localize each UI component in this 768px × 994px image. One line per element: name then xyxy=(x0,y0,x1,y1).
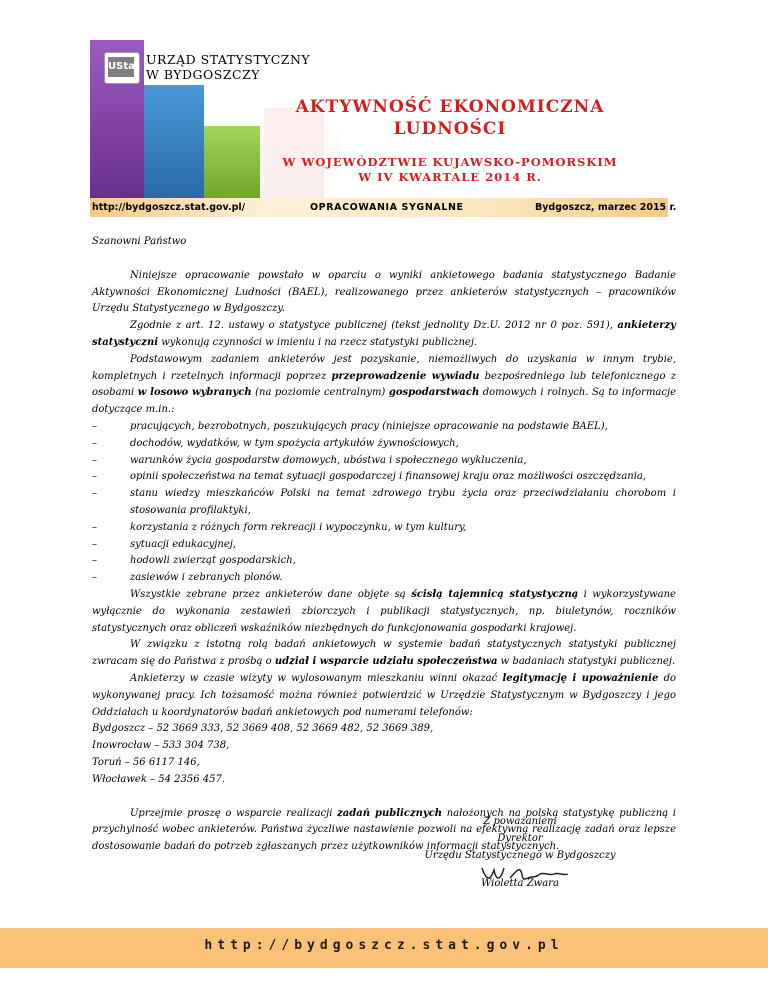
footer-url-link[interactable]: http://bydgoszcz.stat.gov.pl xyxy=(204,938,564,953)
publication-title xyxy=(250,96,650,140)
salutation: Szanowni Państwo xyxy=(92,236,187,247)
phone-inowroclaw: Inowrocław – 533 304 738, xyxy=(92,740,230,752)
publication-date: Bydgoszcz, marzec 2015 r. xyxy=(535,202,677,213)
signature-block xyxy=(400,813,640,864)
subtitle-line-1: W WOJEWÓDZTWIE KUJAWSKO-POMORSKIM xyxy=(282,155,618,169)
institution-name: Urzędu Statystycznego w Bydgoszczy xyxy=(424,850,616,861)
letter-body xyxy=(92,234,676,856)
logo-mark: UStat xyxy=(108,57,134,77)
office-line-1: URZĄD STATYSTYCZNY xyxy=(146,52,311,67)
closing: Z poważaniem xyxy=(483,816,557,827)
paragraph-5: W związku z istotną rolą badań ankietowych w systemie badań statystycznych statystyki publicznej zwracam się do Państwa z prośbą o udział i wsparcie udziału społeczeństwa w badaniach statystyki publicznej. xyxy=(92,639,676,668)
series-label: OPRACOWANIA SYGNALNE xyxy=(310,202,464,213)
list-item: – sytuacji edukacyjnej, xyxy=(92,538,237,550)
paragraph-6: Ankieterzy w czasie wizyty w wylosowanym mieszkaniu winni okazać legitymację i upoważnienie do wykonywanej pracy. Ich tożsamość można również potwierdzić w Urzędzie Statystycznym w Bydgoszczy i jego Oddziałach u koordynatorów badań ankietowych pod numerami telefonów: xyxy=(92,672,676,718)
phone-wloclawek: Włocławek – 54 2356 457. xyxy=(92,773,226,785)
paragraph-4: Wszystkie zebrane przez ankieterów dane objęte są ścisłą tajemnicą statystyczną i wykorzystywane wyłącznie do wykonania zestawień zbiorczych i publikacji statystycznych, np. biuletynów, roczników statystycznych oraz obliczeń wskaźników niezbędnych do funkcjonowania gospodarki krajowej. xyxy=(92,588,676,634)
list-item: – warunków życia gospodarstw domowych, ubóstwa i społecznego wykluczenia, xyxy=(92,454,527,466)
list-item: – dochodów, wydatków, w tym spożycia artykułów żywnościowych, xyxy=(92,437,459,449)
list-item: – opinii społeczeństwa na temat sytuacji gospodarczej i finansowej kraju oraz możliwości oszczędzania, xyxy=(92,471,647,483)
title-line-2: LUDNOŚCI xyxy=(393,119,507,139)
director-role: Dyrektor xyxy=(497,833,543,844)
paragraph-2: Zgodnie z art. 12. ustawy o statystyce publicznej (tekst jednolity Dz.U. 2012 nr 0 poz. 591), ankieterzy statystyczni wykonują czynności w imieniu i na rzecz statystyki publicznej. xyxy=(92,320,676,348)
logo xyxy=(104,52,140,84)
paragraph-3: Podstawowym zadaniem ankieterów jest pozyskanie, niemożliwych do uzyskania w innym trybie, kompletnych i rzetelnych informacji poprzez przeprowadzenie wywiadu bezpośredniego lub telefonicznego z osobami w losowo wybranych (na poziomie centralnym) gospodarstwach domowych i rolnych. Są to informacje dotyczące m.in.: xyxy=(92,353,677,416)
office-line-2: W BYDGOSZCZY xyxy=(146,67,261,82)
signatory-name: Wioletta Żwara xyxy=(481,878,559,889)
list-item: – stanu wiedzy mieszkańców Polski na temat zdrowego trybu życia oraz przeciwdziałaniu chorobom i stosowania profilaktyki, xyxy=(92,488,676,516)
list-item: – hodowli zwierząt gospodarskich, xyxy=(92,555,296,567)
phone-bydgoszcz: Bydgoszcz – 52 3669 333, 52 3669 408, 52 3669 482, 52 3669 389, xyxy=(92,723,434,735)
publication-subtitle xyxy=(230,155,670,185)
paragraph-7: Uprzejmie proszę o wsparcie realizacji zadań publicznych nałożonych na polską statystykę publiczną i przychylność wobec ankieterów. Państwa życzliwe nastawienie pozwoli na efektywną realizację zadań oraz lepsze dostosowanie badań do potrzeb zgłaszanych przez użytkowników informacji statystycznych. xyxy=(92,807,677,853)
header-url-link[interactable]: http://bydgoszcz.stat.gov.pl/ xyxy=(92,202,246,213)
decor-bar-blue xyxy=(144,85,204,198)
list-item: – korzystania z różnych form rekreacji i wypoczynku, w tym kultury, xyxy=(92,521,467,533)
list-item: – pracujących, bezrobotnych, poszukujących pracy (niniejsze opracowanie na podstawie BAEL), xyxy=(92,420,608,432)
list-item: – zasiewów i zebranych plonów. xyxy=(92,572,283,584)
paragraph-1: Niniejsze opracowanie powstało w oparciu o wyniki ankietowego badania statystycznego Badanie Aktywności Ekonomicznej Ludności (BAEL), realizowanego przez ankieterów statystycznych – pracowników Urzędu Statystycznego w Bydgoszczy. xyxy=(92,269,676,315)
phone-torun: Toruń – 56 6117 146, xyxy=(92,756,200,768)
subtitle-line-2: W IV KWARTALE 2014 R. xyxy=(358,170,542,184)
office-name xyxy=(146,52,310,82)
title-line-1: AKTYWNOŚĆ EKONOMICZNA xyxy=(295,97,605,117)
